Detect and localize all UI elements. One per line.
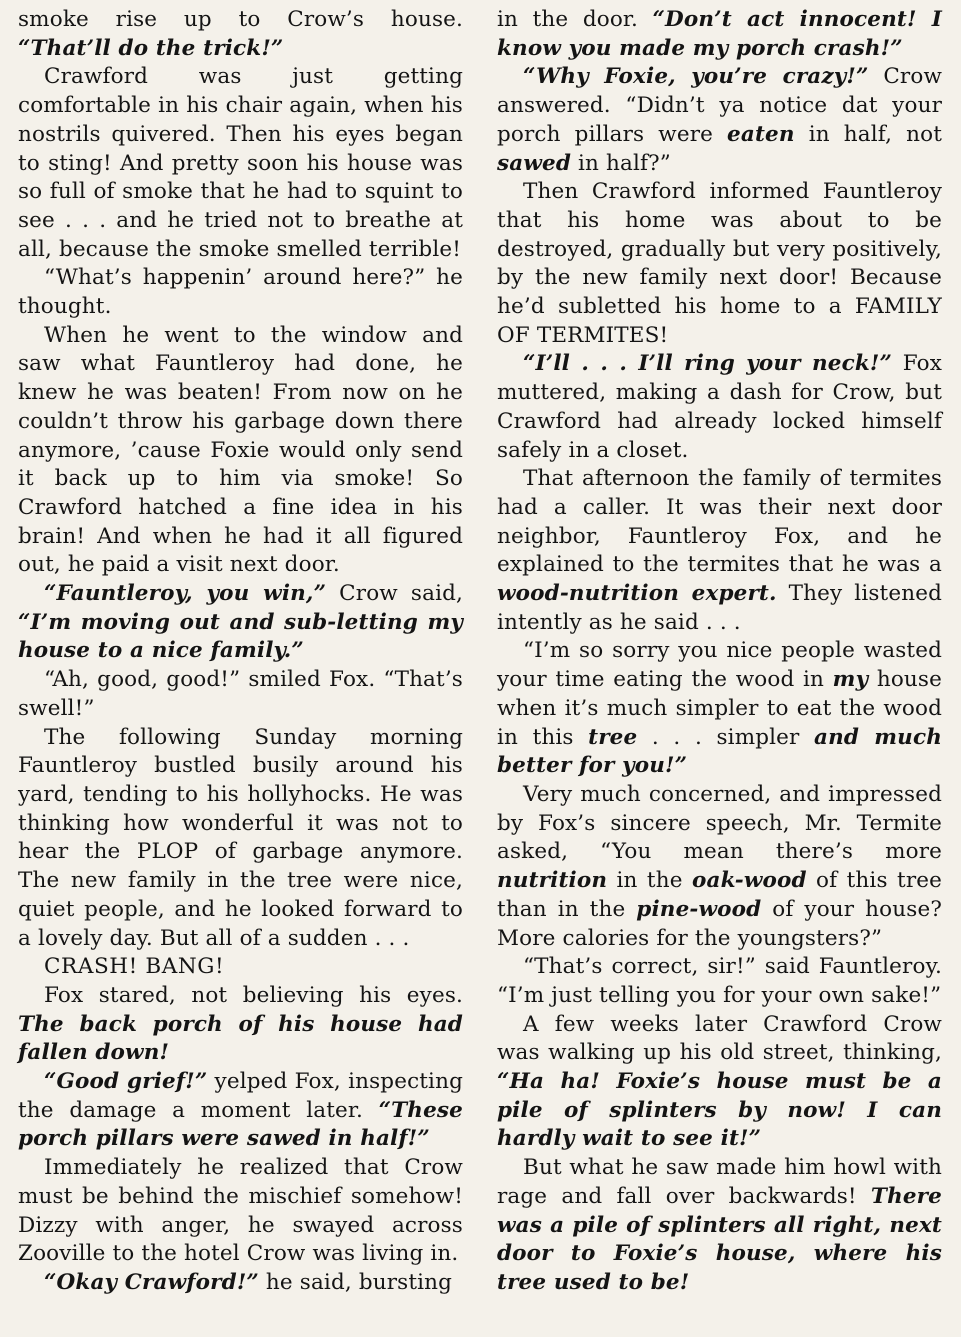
- story-paragraph: [497, 637, 942, 781]
- italic-text-run: oak-wood: [692, 868, 807, 894]
- italic-text-run: nutrition: [497, 868, 608, 894]
- italic-text-run: “Good grief!”: [44, 1069, 208, 1095]
- italic-text-run: pine-wood: [636, 896, 762, 922]
- story-paragraph: [18, 953, 463, 982]
- italic-text-run: and much better for you!”: [497, 724, 942, 779]
- story-paragraph: [497, 63, 942, 178]
- story-paragraph: [18, 63, 463, 264]
- left-text-column: [18, 6, 463, 1337]
- italic-text-run: wood-nutrition expert.: [497, 581, 777, 607]
- text-run: But what he saw made him howl with rage and fall over backwards!: [497, 1155, 942, 1209]
- text-run: The following Sunday morning Fauntleroy bustled busily around his yard, tending to his hollyhocks. He was thinking how wonderful it was not to hear the PLOP of garbage anymore. The new family in the tree were nice, quiet people, and he looked forward to a lovely day. But all of a sudden . . .: [18, 724, 463, 951]
- story-paragraph: [18, 580, 463, 666]
- story-paragraph: [18, 1269, 463, 1298]
- text-run: he said, bursting: [258, 1269, 453, 1295]
- italic-text-run: “I’ll . . . I’ll ring your neck!”: [523, 351, 893, 377]
- italic-text-run: “I’m moving out and sub-letting my house to a nice family.”: [18, 609, 463, 664]
- text-run: . . . simpler: [637, 724, 815, 750]
- text-run: That afternoon the family of termites had a caller. It was their next door neighbor, Fauntleroy Fox, and he explained to the termites that he was a: [497, 466, 942, 578]
- story-paragraph: [497, 178, 942, 350]
- story-paragraph: [18, 982, 463, 1068]
- story-paragraph: [18, 724, 463, 954]
- text-run: of your house? More calories for the youngsters?”: [497, 896, 943, 951]
- italic-text-run: “These porch pillars were sawed in half!”: [18, 1097, 463, 1152]
- text-run: A few weeks later Crawford Crow was walking up his old street, thinking,: [497, 1011, 942, 1066]
- story-paragraph: [18, 6, 463, 63]
- text-run: “What’s happenin’ around here?” he thought.: [18, 265, 463, 320]
- story-paragraph: [18, 1068, 463, 1154]
- italic-text-run: “That’ll do the trick!”: [18, 35, 284, 61]
- text-run: They listened intently as he said . . .: [497, 581, 942, 635]
- story-paragraph: [497, 465, 942, 637]
- text-run: “That’s correct, sir!” said Fauntleroy. “I’m just telling you for your own sake!”: [497, 954, 942, 1008]
- right-text-column: [497, 6, 942, 1337]
- text-run: Then Crawford informed Fauntleroy that his home was about to be destroyed, gradually but very positively, by the new family next door! Because he’d subletted his home to a FAMILY OF TERMITES!: [497, 179, 942, 348]
- italic-text-run: tree: [588, 724, 638, 750]
- story-paragraph: [497, 781, 942, 953]
- story-paragraph: [18, 322, 463, 580]
- text-run: house when it’s much simpler to eat the wood in this: [497, 667, 942, 750]
- text-run: yelped Fox, inspecting the damage a moment later.: [18, 1069, 463, 1123]
- text-run: Very much concerned, and impressed by Fox’s sincere speech, Mr. Termite asked, “You mean there’s more: [497, 781, 942, 865]
- text-run: Crow answered. “Didn’t ya notice dat your porch pillars were: [497, 64, 942, 147]
- italic-text-run: “Ha ha! Foxie’s house must be a pile of splinters by now! I can hardly wait to see it!”: [497, 1069, 942, 1152]
- italic-text-run: “Why Foxie, you’re crazy!”: [523, 64, 869, 90]
- italic-text-run: “Okay Crawford!”: [44, 1269, 259, 1295]
- text-run: Immediately he realized that Crow must be behind the mischief somehow! Dizzy with anger, he swayed across Zooville to the hotel Crow was living in.: [18, 1155, 463, 1267]
- story-paragraph: [18, 264, 463, 321]
- story-paragraph: [497, 6, 942, 63]
- italic-text-run: “Fauntleroy, you win,”: [44, 581, 327, 607]
- text-run: “Ah, good, good!” smiled Fox. “That’s swell!”: [18, 667, 463, 721]
- text-run: of this tree than in the: [497, 868, 942, 922]
- text-run: in the door.: [497, 7, 653, 32]
- italic-text-run: “Don’t act innocent! I know you made my porch crash!”: [497, 7, 942, 61]
- text-run: Crawford was just getting comfortable in his chair again, when his nostrils quivered. Then his eyes began to sting! And pretty soon his house was so full of smoke that he had to squint to see . . . and he tried not to breathe at all, because the smoke smelled terrible!: [18, 64, 463, 262]
- italic-text-run: sawed: [497, 150, 572, 176]
- italic-text-run: my: [832, 667, 869, 693]
- story-paragraph: [497, 350, 942, 465]
- story-paragraph: [497, 1011, 942, 1155]
- story-paragraph: [18, 666, 463, 723]
- italic-text-run: eaten: [727, 121, 795, 147]
- text-run: Crow said,: [326, 581, 463, 607]
- text-run: in half, not: [794, 121, 942, 147]
- text-run: Fox muttered, making a dash for Crow, but Crawford had already locked himself safely in a closet.: [497, 351, 942, 463]
- story-paragraph: [497, 953, 942, 1010]
- story-paragraph: [497, 1154, 942, 1298]
- text-run: smoke rise up to Crow’s house.: [18, 7, 463, 32]
- italic-text-run: There was a pile of splinters all right, next door to Foxie’s house, where his tree used to be!: [497, 1183, 942, 1295]
- text-run: Fox stared, not believing his eyes.: [44, 982, 463, 1008]
- text-run: When he went to the window and saw what Fauntleroy had done, he knew he was beaten! From now on he couldn’t throw his garbage down there anymore, ’cause Foxie would only send it back up to him via smoke! So Crawford hatched a fine idea in his brain! And when he had it all figured out, he paid a visit next door.: [18, 322, 463, 578]
- story-paragraph: [18, 1154, 463, 1269]
- text-run: in the: [607, 868, 692, 894]
- text-run: CRASH! BANG!: [44, 954, 225, 980]
- text-run: in half?”: [571, 150, 671, 176]
- text-run: “I’m so sorry you nice people wasted your time eating the wood in: [497, 638, 942, 693]
- italic-text-run: The back porch of his house had fallen down!: [18, 1011, 463, 1066]
